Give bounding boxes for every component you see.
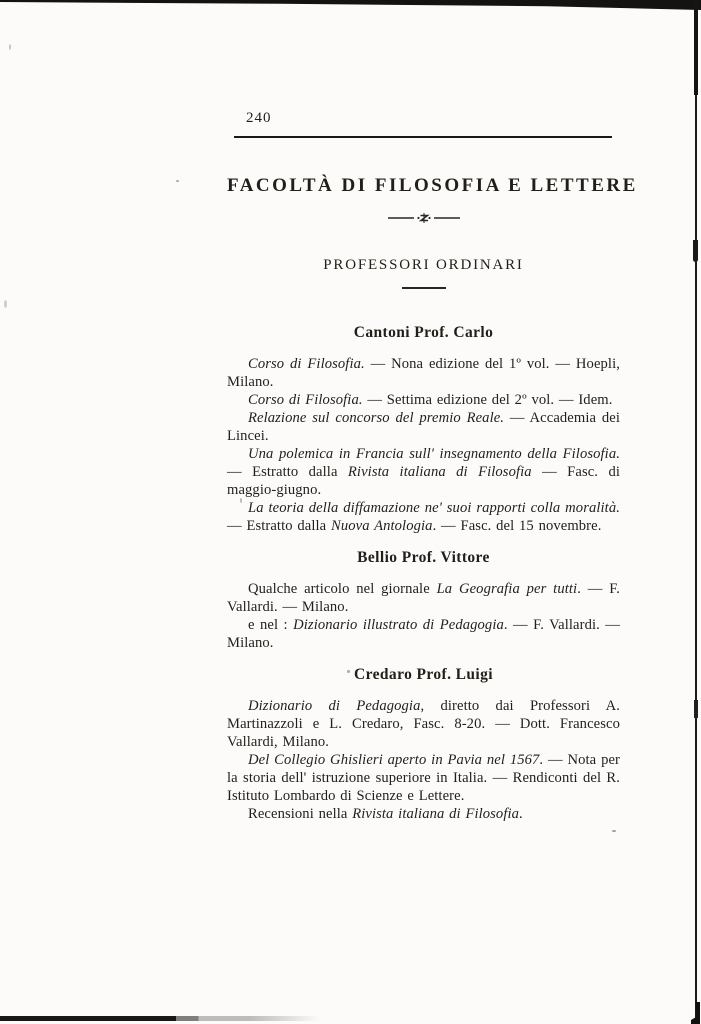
bibliography-entry — [227, 445, 620, 499]
bibliography-entry — [227, 391, 620, 409]
entry-text: Recensioni nella — [248, 806, 353, 822]
entry-text: . — F. Vallardi. — Milano. — [227, 617, 620, 651]
work-title: La Geografia per tutti — [436, 581, 578, 597]
work-title: Corso di Filosofia. — [248, 356, 365, 372]
entry-text: — Estratto dalla — [227, 518, 331, 534]
title-ornament — [227, 211, 620, 225]
subtitle-rule — [402, 287, 446, 289]
entry-text: — Accademia dei Lincei. — [227, 410, 620, 444]
work-title: Dizionario illustrato di Pedagogia — [293, 617, 504, 633]
work-title: La teoria della diffamazione ne' suoi rapporti colla moralità. — [248, 500, 620, 516]
work-title: Una polemica in Francia sull' insegnamento della Filosofia. — [248, 446, 620, 462]
entry-text: — Nona edizione del 1º vol. — Hoepli, Milano. — [227, 356, 620, 390]
work-title: Rivista italiana di Filosofia — [347, 464, 532, 480]
scan-edge-right-top — [694, 0, 698, 95]
scan-edge-right-bump — [694, 700, 698, 718]
entry-text: , diretto dai Professori A. Martinazzoli e L. Credaro, Fasc. 8-20. — Dott. Francesco Vallardi, Milano. — [227, 698, 620, 750]
scan-speckle — [176, 180, 179, 182]
professor-section — [227, 324, 620, 535]
professor-section — [227, 549, 620, 652]
bibliography-entry — [227, 697, 620, 751]
ornament-divider-icon — [386, 211, 462, 225]
entry-text: e nel : — [248, 617, 294, 633]
bibliography-entry — [227, 499, 620, 535]
work-title: Nuova Antologia — [331, 518, 433, 534]
work-title: Relazione sul concorso del premio Reale. — [248, 410, 505, 426]
scan-edge-right-bump — [693, 240, 698, 262]
entry-text: . — Fasc. del 15 novembre. — [432, 518, 602, 534]
page-subtitle: PROFESSORI ORDINARI — [323, 257, 524, 273]
scan-speckle — [4, 300, 7, 308]
bibliography-entry — [227, 805, 620, 823]
page-number: 240 — [246, 110, 272, 126]
entry-text: — Settima edizione del 2º vol. — Idem. — [362, 392, 613, 408]
bibliography-entry — [227, 580, 620, 616]
section-heading: Bellio Prof. Vittore — [357, 549, 490, 566]
work-title: Corso di Filosofia. — [248, 392, 363, 408]
text-block — [227, 0, 638, 1024]
bibliography-entry — [227, 355, 620, 391]
scan-speckle — [9, 44, 11, 50]
section-heading: Credaro Prof. Luigi — [354, 666, 493, 683]
work-title: Dizionario di Pedagogia — [248, 698, 421, 714]
entry-text: — Estratto dalla — [227, 464, 348, 480]
section-heading: Cantoni Prof. Carlo — [353, 324, 494, 341]
bibliography-entry — [227, 616, 620, 652]
professor-section — [227, 666, 620, 823]
work-title: Rivista italiana di Filosofia — [352, 806, 520, 822]
bibliography-entry — [227, 751, 620, 805]
entry-text: Qualche articolo nel giornale — [248, 581, 437, 597]
entry-text: . — [519, 806, 523, 822]
entry-text: . — F. Vallardi. — Milano. — [227, 581, 620, 615]
entry-text: — Fasc. di maggio-giugno. — [227, 464, 620, 498]
bibliography-entry — [227, 409, 620, 445]
scan-edge-right — [695, 0, 697, 1024]
page-title: FACOLTÀ DI FILOSOFIA E LETTERE — [227, 175, 638, 196]
sections-container — [227, 318, 620, 823]
work-title: Del Collegio Ghislieri aperto in Pavia nel 1567 — [248, 752, 540, 768]
entry-text: . — Nota per la storia dell' istruzione superiore in Italia. — Rendiconti del R. Istituto Lombardo di Scienze e Lettere. — [227, 752, 620, 804]
